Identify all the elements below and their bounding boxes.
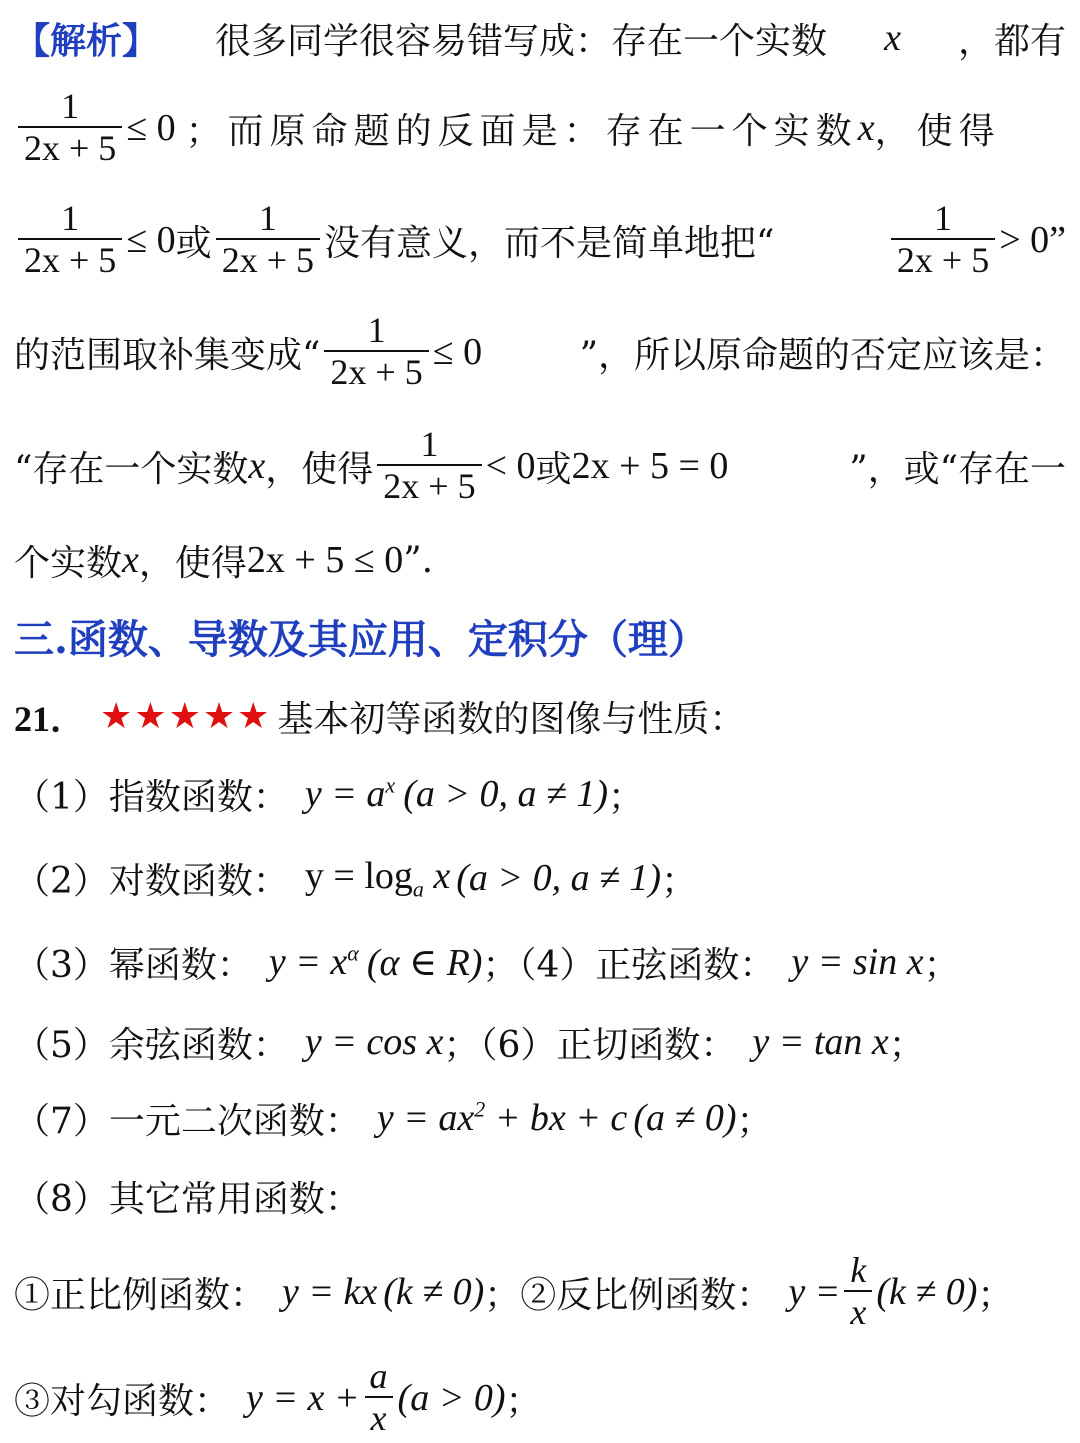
func-cond: (a > 0, a ≠ 1): [403, 773, 608, 815]
analysis-line-2: [14, 88, 1066, 168]
analysis-tag: 【解析】: [14, 19, 159, 62]
func-expr: $y = \log_a x$: [304, 854, 451, 902]
text: ，使得: [265, 448, 374, 490]
analysis-line-4: [14, 312, 1066, 392]
math-le0: ≤ 0: [126, 107, 176, 149]
func-expr: y =: [788, 1271, 841, 1313]
func-label: （5）余弦函数：: [14, 1024, 289, 1066]
func-3-4: [14, 932, 1066, 992]
item-title: 基本初等函数的图像与性质：: [277, 698, 746, 740]
func-cond: (a > 0): [397, 1377, 506, 1419]
func-label: （2）对数函数：: [14, 860, 289, 902]
analysis-line-6: [14, 532, 1066, 588]
fraction: $\frac{1}{2x + 5}$: [377, 426, 481, 506]
func-label: ①正比例函数：: [14, 1274, 267, 1316]
text: ；: [977, 1274, 1014, 1316]
group: [887, 200, 1066, 280]
func-expr: $y = x^\alpha$: [268, 940, 359, 983]
func-expr: y = sin x: [791, 941, 924, 983]
func-label: ；（4）正弦函数：: [482, 944, 776, 986]
text: ；: [608, 776, 645, 818]
func-cond: (a > 0, a ≠ 1): [456, 857, 662, 899]
fraction: $\frac{1}{2x + 5}$: [216, 200, 320, 280]
func-5-6: [14, 1014, 1066, 1070]
math-x: x: [248, 445, 266, 487]
text: ；: [888, 1024, 925, 1066]
star-rating-icon: ★★★★★: [100, 695, 272, 737]
text: ；: [736, 1100, 773, 1142]
math-x: x: [884, 17, 901, 59]
common-func-1-2: [14, 1244, 1066, 1340]
group: [14, 200, 774, 280]
fraction: $\frac{1}{2x + 5}$: [324, 312, 428, 392]
text: ；而原命题的反面是：存在一个实数: [185, 110, 858, 152]
func-7: [14, 1088, 1066, 1148]
item-number: 21．: [14, 698, 87, 739]
analysis-line-3: [14, 200, 1066, 280]
group: [14, 426, 728, 506]
func-cond: (k ≠ 0): [383, 1271, 485, 1313]
func-expr: $y = a^x$: [304, 772, 396, 815]
fraction: $\frac{k}{x}$: [844, 1252, 872, 1332]
func-expr: y = x +: [246, 1377, 360, 1419]
func-cond: (α ∈ R): [366, 941, 483, 984]
section-heading: [14, 606, 1066, 666]
text: 的范围取补集变成“: [14, 334, 321, 376]
math-le0: ≤ 0: [126, 219, 176, 261]
math-x: x: [122, 539, 139, 581]
math-le0: 2x + 5 ≤ 0: [246, 539, 404, 581]
func-cond: (a ≠ 0): [633, 1097, 737, 1139]
func-expr: y = kx: [282, 1271, 378, 1313]
func-8: [14, 1168, 1066, 1224]
text: 个实数: [14, 542, 123, 584]
math-le0: ≤ 0: [432, 331, 483, 373]
fraction: $\frac{1}{2x + 5}$: [18, 200, 122, 280]
group: [14, 312, 482, 392]
func-cond: (k ≠ 0): [876, 1271, 978, 1313]
text: 很多同学很容易错写成：存在一个实数: [215, 20, 828, 62]
text: ，使得: [138, 542, 247, 584]
func-expr: y = tan x: [752, 1021, 889, 1063]
text: “存在一个实数: [14, 448, 249, 490]
fraction: $\frac{1}{2x + 5}$: [891, 200, 995, 280]
func-2: [14, 848, 1066, 908]
text: ”，或“存在一: [849, 448, 1066, 490]
analysis-line-1: [14, 8, 1066, 68]
math-lt0: < 0: [485, 445, 536, 487]
math-gt0: > 0”: [999, 219, 1066, 261]
math-eq0: 2x + 5 = 0: [571, 445, 729, 487]
func-label: ；②反比例函数：: [484, 1274, 773, 1316]
func-expr: y = cos x: [304, 1021, 444, 1063]
fraction: $\frac{1}{2x + 5}$: [18, 88, 122, 168]
text: ”，所以原命题的否定应该是：: [579, 334, 1066, 376]
text: 或: [535, 448, 572, 490]
func-label: （7）一元二次函数：: [14, 1100, 361, 1142]
text: ；: [505, 1380, 542, 1422]
func-expr: $y = ax^2$ + bx + c: [376, 1096, 628, 1139]
text: 没有意义，而不是简单地把“: [324, 222, 775, 264]
fraction: $\frac{a}{x}$: [364, 1358, 394, 1438]
math-x: x: [857, 107, 875, 149]
func-label: ；（6）正切函数：: [443, 1024, 737, 1066]
common-func-3: [14, 1356, 1066, 1440]
func-label: （8）其它常用函数：: [14, 1178, 361, 1220]
text: ”.: [403, 539, 434, 581]
func-label: （1）指数函数：: [14, 776, 289, 818]
text: ，使得: [874, 110, 1001, 152]
text: ；: [923, 944, 960, 986]
func-label: （3）幂函数：: [14, 944, 253, 986]
item-21-header: [14, 688, 1066, 744]
analysis-line-5: [14, 426, 1066, 506]
section-title: 三.函数、导数及其应用、定积分（理）: [14, 615, 708, 663]
text: 或: [175, 222, 212, 264]
func-label: ③对勾函数：: [14, 1380, 231, 1422]
text: ；: [661, 860, 698, 902]
func-1: [14, 764, 1066, 824]
text: ，都有: [957, 20, 1066, 62]
